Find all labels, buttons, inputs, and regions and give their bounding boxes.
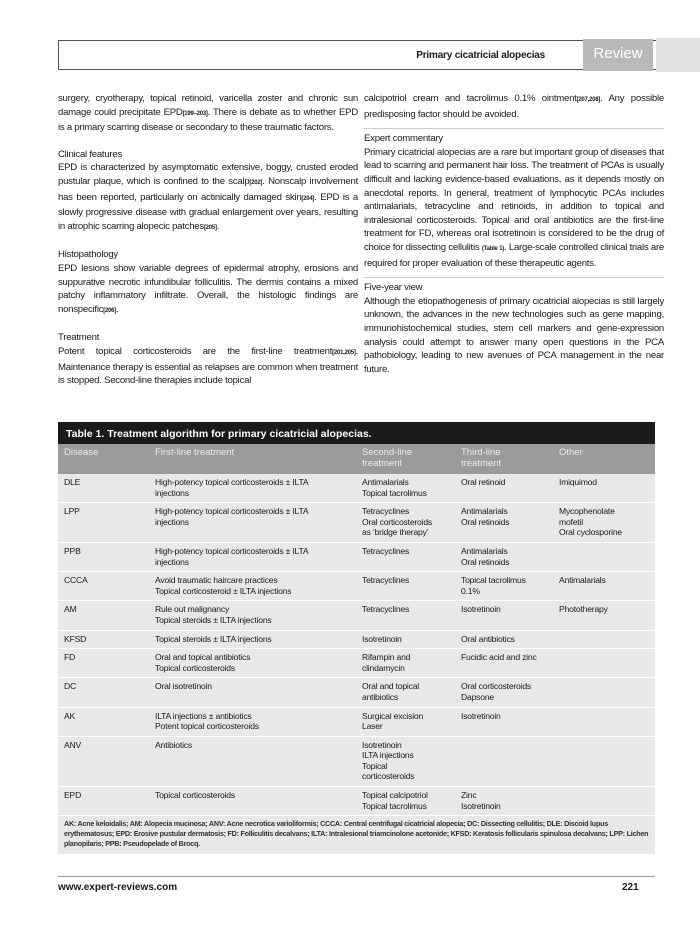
right-intro-paragraph: calcipotriol cream and tacrolimus 0.1% ointment[207,208]. Any possible predisposing factor should be avoided. xyxy=(364,93,664,120)
cell-first-line xyxy=(149,740,356,782)
cell-disease xyxy=(58,740,149,782)
cell-text: AM xyxy=(64,604,77,615)
column-header-text: treatment xyxy=(362,458,403,469)
table-row xyxy=(58,649,655,678)
cell-text: corticosteroids xyxy=(362,771,415,782)
cell-text: Topical tacrolimus xyxy=(362,487,427,498)
cell-first-line xyxy=(149,604,356,625)
cell-text: Oral corticosteroids xyxy=(461,681,532,692)
cell-text: Isotretinoin xyxy=(362,739,402,750)
table-body xyxy=(58,474,655,816)
cell-text: Topical xyxy=(362,760,388,771)
cell-text: Topical corticosteroids xyxy=(155,662,235,673)
cell-text: ANV xyxy=(64,739,82,750)
cell-text: Antimalarials xyxy=(362,477,409,487)
cell-disease xyxy=(58,681,149,702)
cell-text: CCCA xyxy=(64,575,88,586)
cell-text: Antibiotics xyxy=(155,739,192,750)
cell-second-line xyxy=(356,477,455,498)
cell-text: Antimalarials xyxy=(559,575,606,586)
cell-second-line xyxy=(356,681,455,702)
cell-other xyxy=(553,634,655,645)
table-header-row xyxy=(58,444,655,474)
cell-text: PPB xyxy=(64,545,81,556)
column-header-other xyxy=(553,447,655,474)
column-header-text: First-line treatment xyxy=(155,447,235,458)
cell-first-line xyxy=(149,652,356,673)
section-heading-five-year: Five-year view xyxy=(364,282,423,294)
cell-text: LPP xyxy=(64,506,80,517)
cell-text: mofetil xyxy=(559,516,583,527)
cell-second-line xyxy=(356,575,455,596)
footer-divider xyxy=(58,876,655,877)
cell-second-line xyxy=(356,604,455,625)
citation: [206] xyxy=(103,307,117,314)
cell-text: High-potency topical corticosteroids ± ILTA xyxy=(155,545,309,556)
section-heading-expert: Expert commentary xyxy=(364,133,443,145)
cell-text: Zinc xyxy=(461,790,477,801)
cell-disease xyxy=(58,604,149,625)
cell-other xyxy=(553,681,655,702)
cell-text: Oral retinoids xyxy=(461,516,510,527)
section-heading-treatment: Treatment xyxy=(58,332,100,344)
cell-text: Mycophenolate xyxy=(559,506,615,517)
cell-second-line xyxy=(356,790,455,811)
running-header xyxy=(58,40,658,70)
cell-text: Topical tacrolimus xyxy=(461,575,526,586)
intro-paragraph: surgery, cryotherapy, topical retinoid, varicella zoster and chronic sun damage could precipitate EPD[199–203]. There is debate as to whether EPD is a primary scarring disease or secondary to these traumatic factors. xyxy=(58,93,358,134)
column-header-text: Disease xyxy=(64,447,99,458)
cell-other xyxy=(553,740,655,782)
tab-edge-decoration xyxy=(656,38,700,72)
cell-text: Topical tacrolimus xyxy=(362,800,427,811)
cell-text: KFSD xyxy=(64,633,87,644)
cell-text: injections xyxy=(155,487,189,498)
cell-text: Isotretinoin xyxy=(461,604,501,615)
cell-second-line xyxy=(356,652,455,673)
cell-text: Oral and topical antibiotics xyxy=(155,652,251,663)
cell-text: Antimalarials xyxy=(461,506,508,517)
cell-disease xyxy=(58,652,149,673)
cell-text: High-potency topical corticosteroids ± ILTA xyxy=(155,477,309,487)
cell-first-line xyxy=(149,681,356,702)
table-row xyxy=(58,572,655,601)
cell-third-line xyxy=(455,711,553,732)
section-heading-clinical: Clinical features xyxy=(58,148,123,160)
cell-text: Tetracyclines xyxy=(362,604,410,615)
treatment-table xyxy=(58,422,655,854)
page-number: 221 xyxy=(622,882,639,893)
column-header-text: treatment xyxy=(461,458,502,469)
cell-third-line xyxy=(455,634,553,645)
column-header-text: Other xyxy=(559,447,583,458)
table-row xyxy=(58,503,655,543)
cell-third-line xyxy=(455,681,553,702)
right-column xyxy=(364,92,664,376)
cell-third-line xyxy=(455,506,553,538)
cell-disease xyxy=(58,575,149,596)
column-header-text: Third-line xyxy=(461,447,501,458)
cell-first-line xyxy=(149,634,356,645)
cell-text: 0.1% xyxy=(461,585,480,596)
left-column xyxy=(58,92,358,388)
cell-text: Potent topical corticosteroids xyxy=(155,721,259,732)
cell-second-line xyxy=(356,740,455,782)
table-row xyxy=(58,601,655,630)
table-footnote-abbreviations: AK: Acne keloidalis; AM: Alopecia mucinosa; ANV: Acne necrotica varioliformis; CCCA: Central centrifugal cicatricial alopecia; DC: Dissecting cellulitis; DLE: Discoid lupus erythematosus; EPD: Erosive pustular dermatosis; FD: Folliculitis decalvans; ILTA: Intralesional triamcinolone acetonide; KFSD: Keratosis follicularis spinulosa decalvans; LPP: Lichen planopilaris; PPB: Pseudopelade of Brocq. xyxy=(58,816,655,854)
section-divider xyxy=(364,277,664,278)
histopathology-paragraph: EPD lesions show variable degrees of epidermal atrophy, erosions and suppurative necrotic infundibular folliculitis. The dermis contains a mixed patchy inflammatory infiltrate. Overall, the histologic findings are nonspecific[206]. xyxy=(58,262,358,315)
cell-text: DLE xyxy=(64,477,81,487)
table-row xyxy=(58,474,655,503)
cell-disease xyxy=(58,546,149,567)
cell-text: FD xyxy=(64,652,76,663)
five-year-paragraph: Although the etiopathogenesis of primary cicatricial alopecias is still largely unknown, the advances in the new technologies such as gene mapping, immunohistochemical studies, stem cell markers and gene-expression analysis could attempt to answer many open questions in the PCA pathobiology, leading to new avenues of PCA management in the near future. xyxy=(364,295,664,375)
cell-text: Tetracyclines xyxy=(362,575,410,586)
cell-third-line xyxy=(455,575,553,596)
cell-text: AK xyxy=(64,710,76,721)
cell-second-line xyxy=(356,506,455,538)
citation: [199–203] xyxy=(182,110,208,117)
cell-text: Oral cyclosporine xyxy=(559,527,622,538)
column-header-disease xyxy=(58,447,149,474)
cell-text: Rifampin and xyxy=(362,652,411,663)
cell-text: Surgical excision xyxy=(362,710,424,721)
cell-first-line xyxy=(149,575,356,596)
cell-text: antibiotics xyxy=(362,691,399,702)
journal-url: www.expert-reviews.com xyxy=(58,882,178,893)
section-tab: Review xyxy=(583,39,653,71)
cell-text: injections xyxy=(155,516,189,527)
cell-text: Oral isotretinoin xyxy=(155,681,212,692)
cell-text: Oral antibiotics xyxy=(461,633,515,644)
cell-first-line xyxy=(149,477,356,498)
treatment-paragraph: Potent topical corticosteroids are the first-line treatment[201,205]. Maintenance therapy is essential as relapses are common when treatment is stopped. Second-line therapies include topical xyxy=(58,345,358,387)
cell-text: Dapsone xyxy=(461,691,495,702)
column-header-text: Second-line xyxy=(362,447,413,458)
cell-first-line xyxy=(149,790,356,811)
cell-first-line xyxy=(149,506,356,538)
cell-text: injections xyxy=(155,556,189,567)
cell-first-line xyxy=(149,546,356,567)
cell-other xyxy=(553,477,655,498)
cell-third-line xyxy=(455,790,553,811)
table-row xyxy=(58,631,655,650)
cell-text: Antimalarials xyxy=(461,545,508,556)
column-header-first-line xyxy=(149,447,356,474)
table-title: Table 1. Treatment algorithm for primary cicatricial alopecias. xyxy=(58,422,655,444)
running-title: Primary cicatricial alopecias xyxy=(416,50,545,61)
cell-text: Topical corticosteroids xyxy=(155,790,235,801)
cell-text: as ‘bridge therapy’ xyxy=(362,527,429,538)
cell-third-line xyxy=(455,477,553,498)
table-row xyxy=(58,543,655,572)
cell-text: Topical steroids ± ILTA injections xyxy=(155,633,272,644)
cell-disease xyxy=(58,711,149,732)
cell-text: Topical steroids ± ILTA injections xyxy=(155,614,272,625)
cell-text: Topical calcipotriol xyxy=(362,790,428,801)
cell-text: Oral corticosteroids xyxy=(362,516,433,527)
cell-text: Oral and topical xyxy=(362,681,419,692)
cell-text: Isotretinoin xyxy=(362,633,402,644)
table-row xyxy=(58,787,655,816)
cell-first-line xyxy=(149,711,356,732)
cell-other xyxy=(553,604,655,625)
cell-text: Laser xyxy=(362,721,383,732)
cell-text: EPD xyxy=(64,790,82,801)
cell-other xyxy=(553,790,655,811)
cell-other xyxy=(553,711,655,732)
cell-text: Isotretinoin xyxy=(461,710,501,721)
table-row xyxy=(58,708,655,737)
cell-text: Oral retinoid xyxy=(461,477,506,487)
cell-other xyxy=(553,575,655,596)
cell-text: Phototherapy xyxy=(559,604,608,615)
citation: [201,205] xyxy=(332,349,356,356)
cell-text: Avoid traumatic haircare practices xyxy=(155,575,278,586)
expert-paragraph: Primary cicatricial alopecias are a rare but important group of diseases that lead to scarring and permanent hair loss. The treatment of PCAs is usually difficult and lacking evidence-based evaluations, as it depends mostly on anecdotal reports. In general, treatment of lymphocytic PCAs includes antimalarials, tetracycline and retinoids, in addition to topical and intralesional corticosteroids. Topical and oral antibiotics are the first-line treatment for FD, whereas oral isotretinoin is considered to be the drug of choice for dissecting cellulitis (Table 1). Large-scale controlled clinical trials are required for proper evaluation of these therapeutic agents. xyxy=(364,146,664,269)
cell-text: High-potency topical corticosteroids ± ILTA xyxy=(155,506,309,517)
cell-second-line xyxy=(356,634,455,645)
cell-text: ILTA injections xyxy=(362,750,414,761)
cell-second-line xyxy=(356,546,455,567)
cell-text: Tetracyclines xyxy=(362,506,410,517)
column-header-second-line xyxy=(356,447,455,474)
cell-disease xyxy=(58,477,149,498)
cell-text: Imiquimod xyxy=(559,477,597,487)
cell-third-line xyxy=(455,652,553,673)
table-row xyxy=(58,737,655,787)
cell-text: Oral retinoids xyxy=(461,556,510,567)
cell-text: Isotretinoin xyxy=(461,800,501,811)
cell-third-line xyxy=(455,604,553,625)
cell-text: ILTA injections ± antibiotics xyxy=(155,710,252,721)
clinical-paragraph: EPD is characterized by asymptomatic extensive, boggy, crusted eroded pustular plaque, which is confined to the scalp[202]. Nonscalp involvement has been reported, particularly on actinically damaged skin[204]. EPD is a slowly progressive disease with gradual enlargement over years, resulting in atrophic scarring alopecic patches[205]. xyxy=(58,162,358,232)
cell-other xyxy=(553,506,655,538)
section-heading-histopathology: Histopathology xyxy=(58,249,118,261)
cell-text: clindamycin xyxy=(362,662,405,673)
table-reference: (Table 1) xyxy=(481,245,504,252)
citation: [204] xyxy=(301,195,315,202)
cell-second-line xyxy=(356,711,455,732)
citation: [207,208] xyxy=(576,97,601,103)
cell-text: Fucidic acid and zinc xyxy=(461,652,537,663)
cell-disease xyxy=(58,506,149,538)
cell-disease xyxy=(58,634,149,645)
cell-other xyxy=(553,652,655,673)
cell-text: DC xyxy=(64,681,77,692)
cell-disease xyxy=(58,790,149,811)
cell-third-line xyxy=(455,546,553,567)
section-divider xyxy=(364,128,664,129)
citation: [205] xyxy=(203,224,217,231)
citation: [202] xyxy=(249,179,263,186)
table-row xyxy=(58,678,655,707)
cell-text: Tetracyclines xyxy=(362,545,410,556)
cell-other xyxy=(553,546,655,567)
column-header-third-line xyxy=(455,447,553,474)
cell-text: Topical corticosteroid ± ILTA injections xyxy=(155,585,292,596)
cell-third-line xyxy=(455,740,553,782)
cell-text: Rule out malignancy xyxy=(155,604,230,615)
